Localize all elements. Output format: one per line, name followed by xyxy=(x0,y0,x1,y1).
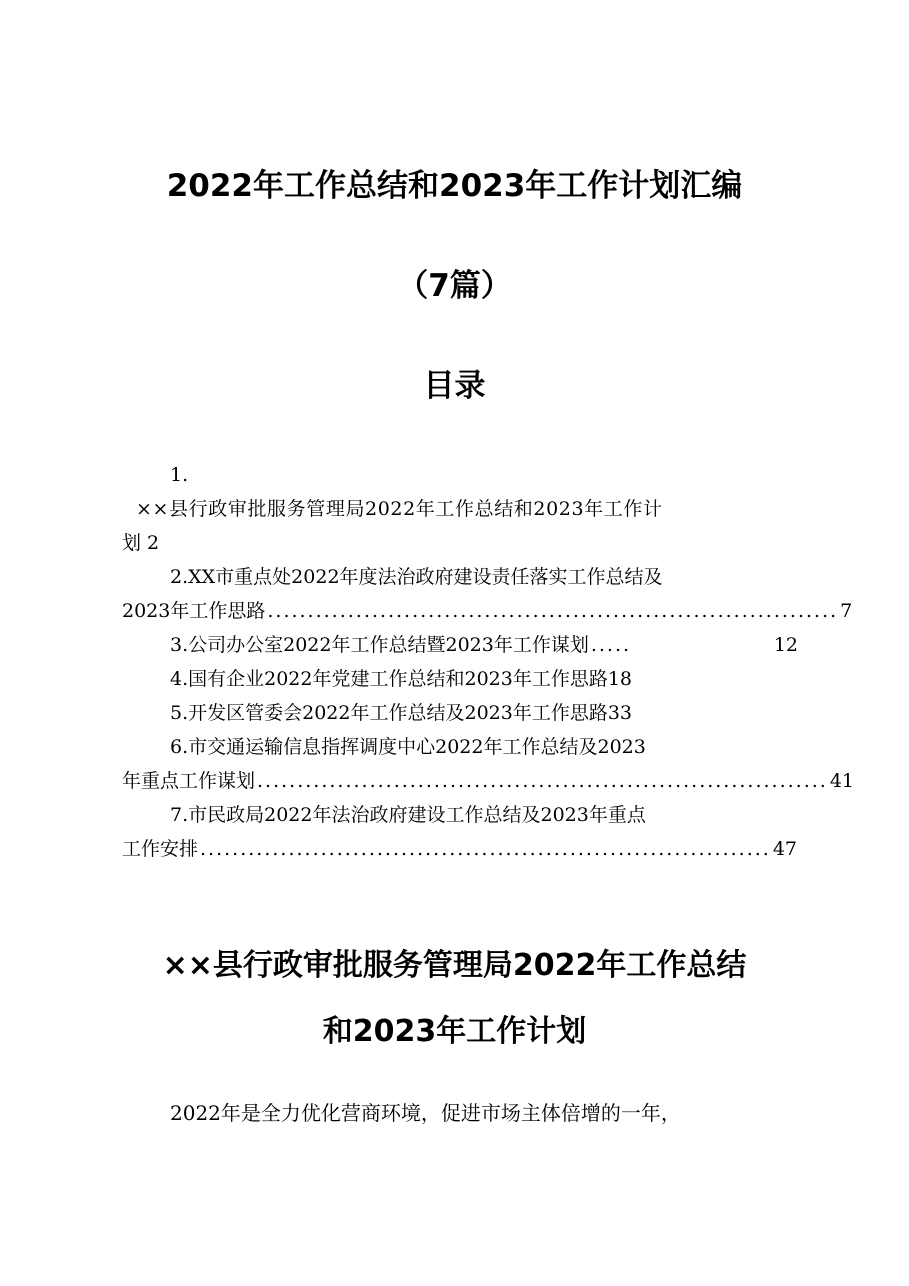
toc-item-7-page: 47 xyxy=(772,838,798,860)
toc-item-6-page: 41 xyxy=(829,770,855,792)
toc-leader-dots: ....................................................................... xyxy=(200,838,771,860)
toc-item-1-continuation[interactable]: 划 2 xyxy=(122,532,160,554)
toc-item-7-text[interactable]: 7.市民政局2022年法治政府建设工作总结及2023年重点 xyxy=(170,804,646,826)
toc-item-4-text[interactable]: 4.国有企业2022年党建工作总结和2023年工作思路18 xyxy=(170,668,633,690)
toc-item-2-continuation[interactable] xyxy=(122,594,853,628)
toc-item-6-text-tail: 年重点工作谋划 xyxy=(122,770,256,792)
document-subtitle: （7篇） xyxy=(397,268,512,304)
article-title-line-1: ××县行政审批服务管理局2022年工作总结 xyxy=(162,948,747,983)
document-title: 2022年工作总结和2023年工作计划汇编 xyxy=(166,168,743,204)
toc-leader-dots: ....................................................................... xyxy=(257,770,828,792)
toc-item-2-text-tail: 2023年工作思路 xyxy=(122,600,266,622)
toc-item-3-page: 12 xyxy=(773,634,798,656)
toc-item-2-text[interactable]: 2.XX市重点处2022年度法治政府建设责任落实工作总结及 xyxy=(170,566,663,588)
toc-item-1-number[interactable]: 1. xyxy=(170,464,189,486)
toc-heading: 目录 xyxy=(423,368,486,404)
toc-leader-dots: ....................................................................... xyxy=(267,600,839,622)
toc-item-2-page: 7 xyxy=(840,600,853,622)
toc-leader-dots: ..... xyxy=(590,634,632,656)
toc-item-1-text[interactable]: ××县行政审批服务管理局2022年工作总结和2023年工作计 xyxy=(136,498,663,520)
toc-item-3[interactable] xyxy=(170,628,798,662)
toc-item-6-text[interactable]: 6.市交通运输信息指挥调度中心2022年工作总结及2023 xyxy=(170,736,646,758)
article-first-paragraph: 2022年是全力优化营商环境，促进市场主体倍增的一年， xyxy=(170,1101,681,1125)
toc-item-3-text: 3.公司办公室2022年工作总结暨2023年工作谋划 xyxy=(170,634,589,656)
toc-item-6-continuation[interactable] xyxy=(122,764,855,798)
toc-item-5-text[interactable]: 5.开发区管委会2022年工作总结及2023年工作思路33 xyxy=(170,702,633,724)
toc-item-7-continuation[interactable] xyxy=(122,832,798,866)
toc-item-7-text-tail: 工作安排 xyxy=(122,838,199,860)
article-title-line-2: 和2023年工作计划 xyxy=(322,1014,587,1049)
